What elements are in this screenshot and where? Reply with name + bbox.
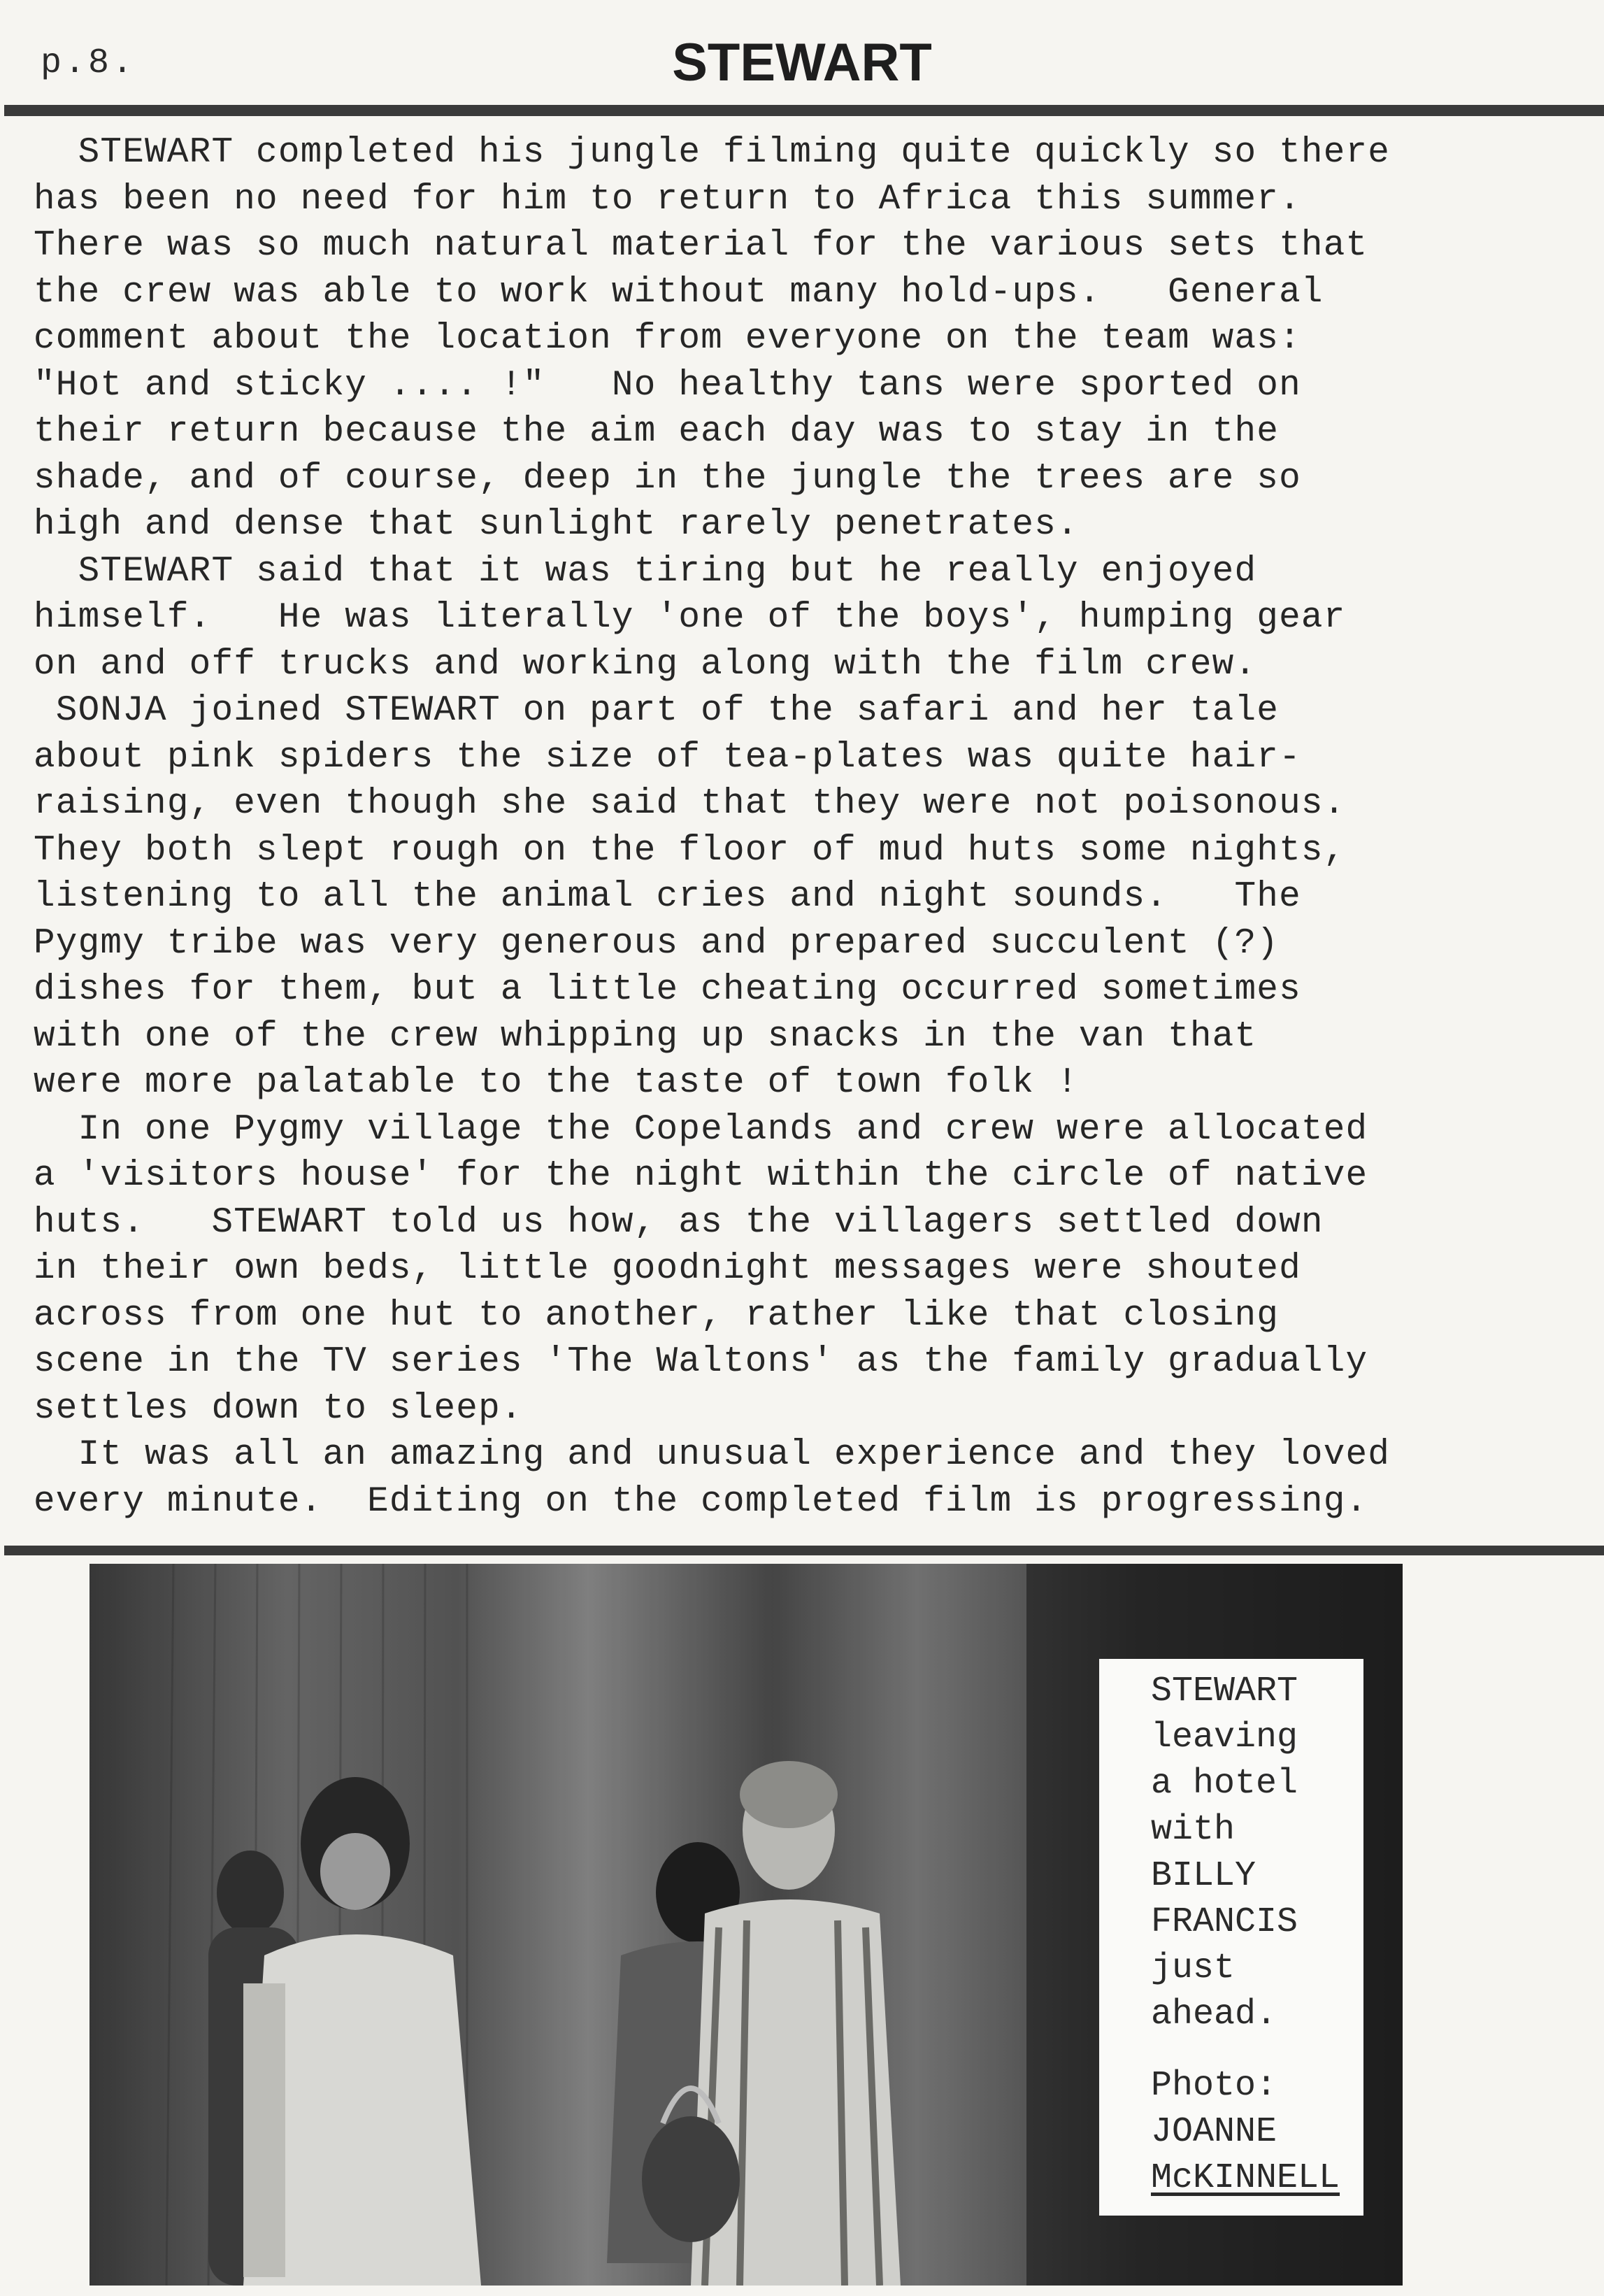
article-line: STEWART completed his jungle filming quite quickly so there bbox=[34, 133, 1391, 173]
article-line: It was all an amazing and unusual experience and they loved bbox=[34, 1435, 1391, 1475]
article-line: scene in the TV series 'The Waltons' as the family gradually bbox=[34, 1342, 1368, 1382]
article-line: the crew was able to work without many hold-ups. General bbox=[34, 272, 1324, 313]
photo-credit-label: Photo: bbox=[1151, 2066, 1277, 2106]
article-line: shade, and of course, deep in the jungle the trees are so bbox=[34, 458, 1301, 499]
caption-line: leaving bbox=[1151, 1718, 1298, 1757]
article-line: a 'visitors house' for the night within the circle of native bbox=[34, 1156, 1368, 1196]
article-line: comment about the location from everyone on the team was: bbox=[34, 319, 1301, 359]
article-line: huts. STEWART told us how, as the villagers settled down bbox=[34, 1202, 1324, 1243]
article-line: their return because the aim each day was to stay in the bbox=[34, 412, 1280, 452]
photo-credit-name: McKINNELL bbox=[1151, 2158, 1340, 2198]
article-line: with one of the crew whipping up snacks in the van that bbox=[34, 1016, 1257, 1057]
article-line: every minute. Editing on the completed film is progressing. bbox=[34, 1481, 1368, 1522]
caption-line: a hotel bbox=[1151, 1764, 1298, 1804]
article-line: himself. He was literally 'one of the boys', humping gear bbox=[34, 598, 1346, 638]
caption-line: BILLY bbox=[1151, 1856, 1256, 1896]
article-line: high and dense that sunlight rarely penetrates. bbox=[34, 505, 1079, 545]
caption-line: with bbox=[1151, 1810, 1236, 1850]
article-line: were more palatable to the taste of town folk ! bbox=[34, 1063, 1079, 1103]
caption-line: ahead. bbox=[1151, 1995, 1277, 2034]
article-line: They both slept rough on the floor of mud huts some nights, bbox=[34, 830, 1346, 871]
article-line: There was so much natural material for the various sets that bbox=[34, 226, 1368, 266]
top-rule bbox=[4, 105, 1604, 116]
article-line: in their own beds, little goodnight messages were shouted bbox=[34, 1249, 1301, 1289]
article-line: across from one hut to another, rather like that closing bbox=[34, 1295, 1280, 1336]
article-line: about pink spiders the size of tea-plates was quite hair- bbox=[34, 737, 1301, 778]
photo-caption bbox=[1099, 1659, 1363, 2216]
photo-credit-name: JOANNE bbox=[1151, 2112, 1277, 2152]
caption-line: STEWART bbox=[1151, 1671, 1298, 1711]
middle-rule bbox=[4, 1546, 1604, 1555]
page-number: p.8. bbox=[41, 43, 136, 83]
article-line: Pygmy tribe was very generous and prepared succulent (?) bbox=[34, 923, 1280, 964]
article-line: listening to all the animal cries and night sounds. The bbox=[34, 877, 1301, 917]
caption-line: FRANCIS bbox=[1151, 1902, 1298, 1942]
caption-line: just bbox=[1151, 1948, 1236, 1988]
page-title: STEWART bbox=[672, 33, 932, 92]
article-line: has been no need for him to return to Africa this summer. bbox=[34, 179, 1301, 220]
article-body bbox=[34, 130, 1565, 1525]
article-line: on and off trucks and working along with the film crew. bbox=[34, 644, 1257, 685]
article-line: STEWART said that it was tiring but he really enjoyed bbox=[34, 551, 1257, 592]
article-line: settles down to sleep. bbox=[34, 1388, 523, 1429]
article-line: In one Pygmy village the Copelands and crew were allocated bbox=[34, 1109, 1368, 1150]
caption-spacer bbox=[1151, 2038, 1363, 2063]
article-line: "Hot and sticky .... !" No healthy tans were sported on bbox=[34, 365, 1301, 406]
article-line: SONJA joined STEWART on part of the safari and her tale bbox=[34, 691, 1280, 731]
article-line: raising, even though she said that they were not poisonous. bbox=[34, 784, 1346, 824]
article-line: dishes for them, but a little cheating occurred sometimes bbox=[34, 970, 1301, 1010]
